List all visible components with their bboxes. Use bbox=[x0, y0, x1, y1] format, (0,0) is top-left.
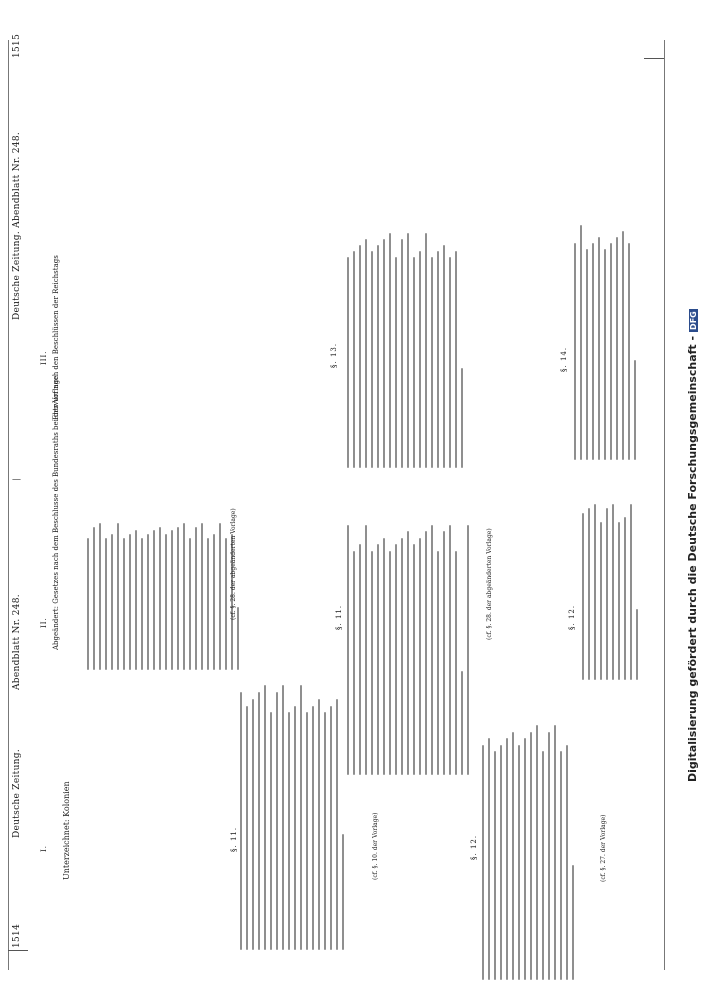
text-line bbox=[488, 738, 490, 980]
text-line bbox=[300, 685, 302, 950]
page-number-left: 1514 bbox=[12, 923, 22, 948]
text-line bbox=[618, 522, 620, 680]
text-line bbox=[455, 551, 457, 775]
column-1-roman: I. bbox=[40, 845, 48, 852]
text-line bbox=[252, 699, 254, 950]
column-2-section-12: §. 12. bbox=[568, 604, 576, 630]
text-line bbox=[159, 527, 161, 670]
text-line bbox=[270, 712, 272, 950]
text-line bbox=[93, 527, 95, 670]
text-line bbox=[506, 738, 508, 980]
issue-center: Abendblatt Nr. 248. bbox=[12, 594, 22, 690]
text-line bbox=[87, 538, 89, 670]
text-line bbox=[524, 738, 526, 980]
column-1-ref-12: (cf. §. 27. der Vorlage) bbox=[600, 814, 607, 882]
text-line bbox=[554, 725, 556, 980]
dfg-logo: DFG bbox=[689, 311, 698, 330]
text-line bbox=[518, 745, 520, 980]
text-line bbox=[264, 685, 266, 950]
text-line bbox=[105, 538, 107, 670]
header-mark: — bbox=[12, 475, 21, 485]
text-line bbox=[383, 239, 385, 468]
column-3-title: Entwurf nach den Beschlüssen der Reichstags bbox=[52, 255, 60, 420]
text-line bbox=[628, 243, 630, 460]
text-line bbox=[443, 245, 445, 468]
column-2-caption: (cf. §. 28. der abgeänderten Vorlage) bbox=[230, 508, 237, 620]
text-line bbox=[407, 233, 409, 468]
text-line bbox=[377, 245, 379, 468]
text-line bbox=[141, 538, 143, 670]
page-number-right: 1515 bbox=[12, 33, 22, 58]
text-line bbox=[574, 243, 576, 460]
text-line bbox=[282, 685, 284, 950]
issue-right: Deutsche Zeitung. Abendblatt Nr. 248. bbox=[12, 131, 22, 320]
column-2-paragraph-11 bbox=[345, 520, 470, 775]
text-line bbox=[389, 233, 391, 468]
column-1-section-12: §. 12. bbox=[470, 834, 478, 860]
text-line bbox=[616, 237, 618, 460]
text-line bbox=[147, 534, 149, 670]
text-line bbox=[622, 231, 624, 460]
text-line bbox=[586, 249, 588, 460]
text-line bbox=[312, 706, 314, 950]
text-line bbox=[542, 751, 544, 980]
text-line bbox=[624, 517, 626, 680]
column-3-section-14: §. 14. bbox=[560, 346, 568, 372]
column-2-paragraph-1 bbox=[85, 520, 245, 670]
text-line bbox=[461, 368, 463, 468]
text-line bbox=[318, 699, 320, 950]
text-line bbox=[566, 745, 568, 980]
column-2-section-11: §. 11. bbox=[335, 604, 343, 630]
text-line bbox=[443, 531, 445, 775]
text-line bbox=[111, 534, 113, 670]
text-line bbox=[365, 239, 367, 468]
text-line bbox=[431, 525, 433, 775]
banner-text: Digitalisierung gefördert durch die Deutsche Forschungsgemeinschaft - bbox=[686, 335, 699, 782]
text-line bbox=[482, 745, 484, 980]
text-line bbox=[353, 551, 355, 775]
text-line bbox=[425, 531, 427, 775]
text-line bbox=[371, 551, 373, 775]
text-line bbox=[219, 523, 221, 670]
text-line bbox=[288, 712, 290, 950]
column-3-paragraph-14 bbox=[572, 220, 640, 460]
text-line bbox=[419, 251, 421, 468]
text-line bbox=[240, 692, 242, 950]
column-1-title: Unterzeichnet: Kolonien bbox=[62, 781, 71, 880]
text-line bbox=[425, 233, 427, 468]
text-line bbox=[461, 671, 463, 775]
text-line bbox=[276, 692, 278, 950]
text-line bbox=[342, 834, 344, 950]
digitization-banner bbox=[686, 309, 699, 782]
text-line bbox=[548, 732, 550, 980]
text-line bbox=[213, 534, 215, 670]
text-line bbox=[401, 538, 403, 775]
text-line bbox=[389, 551, 391, 775]
text-line bbox=[636, 609, 638, 680]
column-2-paragraph-12 bbox=[580, 500, 642, 680]
text-line bbox=[413, 257, 415, 468]
text-line bbox=[437, 251, 439, 468]
text-line bbox=[610, 243, 612, 460]
column-2-roman: II. bbox=[40, 617, 48, 628]
text-line bbox=[431, 257, 433, 468]
text-line bbox=[572, 865, 574, 980]
text-line bbox=[377, 544, 379, 775]
text-line bbox=[258, 692, 260, 950]
text-line bbox=[207, 538, 209, 670]
text-line bbox=[582, 513, 584, 680]
text-line bbox=[467, 525, 469, 775]
text-line bbox=[494, 751, 496, 980]
text-line bbox=[395, 257, 397, 468]
text-line bbox=[201, 523, 203, 670]
text-line bbox=[330, 706, 332, 950]
paper-name-left: Deutsche Zeitung. bbox=[12, 749, 22, 838]
text-line bbox=[347, 257, 349, 468]
text-line bbox=[449, 257, 451, 468]
text-line bbox=[455, 251, 457, 468]
text-line bbox=[177, 527, 179, 670]
text-line bbox=[512, 732, 514, 980]
text-line bbox=[359, 544, 361, 775]
header-rule-bottom bbox=[644, 58, 664, 59]
column-2-title: Abgeändert: Gesetzes nach dem Beschlusse des Bundesraths bei der Vorlage bbox=[52, 375, 60, 650]
text-line bbox=[117, 523, 119, 670]
column-1-paragraph-12 bbox=[480, 720, 580, 980]
text-line bbox=[189, 538, 191, 670]
text-line bbox=[594, 504, 596, 680]
text-line bbox=[407, 531, 409, 775]
text-line bbox=[171, 530, 173, 670]
text-line bbox=[634, 360, 636, 460]
column-3-roman: III. bbox=[40, 350, 48, 365]
text-line bbox=[600, 522, 602, 680]
text-line bbox=[401, 239, 403, 468]
text-line bbox=[294, 706, 296, 950]
column-1-ref-11: (cf. §. 10. der Vorlage) bbox=[372, 812, 379, 880]
page-rule-right bbox=[664, 40, 665, 970]
text-line bbox=[153, 530, 155, 670]
text-line bbox=[536, 725, 538, 980]
text-line bbox=[183, 523, 185, 670]
column-3-paragraph-13 bbox=[345, 228, 465, 468]
text-line bbox=[225, 538, 227, 670]
text-line bbox=[135, 530, 137, 670]
text-line bbox=[612, 504, 614, 680]
text-line bbox=[598, 237, 600, 460]
text-line bbox=[371, 251, 373, 468]
text-line bbox=[580, 225, 582, 460]
text-line bbox=[195, 527, 197, 670]
text-line bbox=[123, 538, 125, 670]
text-line bbox=[413, 544, 415, 775]
text-line bbox=[165, 534, 167, 670]
text-line bbox=[560, 751, 562, 980]
text-line bbox=[359, 245, 361, 468]
text-line bbox=[383, 538, 385, 775]
text-line bbox=[419, 538, 421, 775]
text-line bbox=[604, 249, 606, 460]
text-line bbox=[437, 551, 439, 775]
text-line bbox=[630, 504, 632, 680]
text-line bbox=[530, 732, 532, 980]
text-line bbox=[606, 508, 608, 680]
text-line bbox=[347, 525, 349, 775]
text-line bbox=[592, 243, 594, 460]
text-line bbox=[395, 544, 397, 775]
header-rule-top bbox=[8, 950, 28, 951]
text-line bbox=[324, 712, 326, 950]
text-line bbox=[246, 706, 248, 950]
page-rule-left bbox=[8, 40, 9, 970]
text-line bbox=[365, 525, 367, 775]
column-1-paragraph-11 bbox=[238, 680, 350, 950]
text-line bbox=[500, 745, 502, 980]
text-line bbox=[353, 251, 355, 468]
text-line bbox=[336, 699, 338, 950]
column-1-section-11: §. 11. bbox=[230, 826, 238, 852]
column-3-section-13: §. 13. bbox=[330, 342, 338, 368]
text-line bbox=[237, 607, 239, 670]
text-line bbox=[588, 508, 590, 680]
text-line bbox=[449, 525, 451, 775]
column-2-ref-11: (cf. §. 28. der abgeänderten Vorlage) bbox=[486, 528, 493, 640]
text-line bbox=[306, 712, 308, 950]
text-line bbox=[129, 534, 131, 670]
text-line bbox=[99, 523, 101, 670]
